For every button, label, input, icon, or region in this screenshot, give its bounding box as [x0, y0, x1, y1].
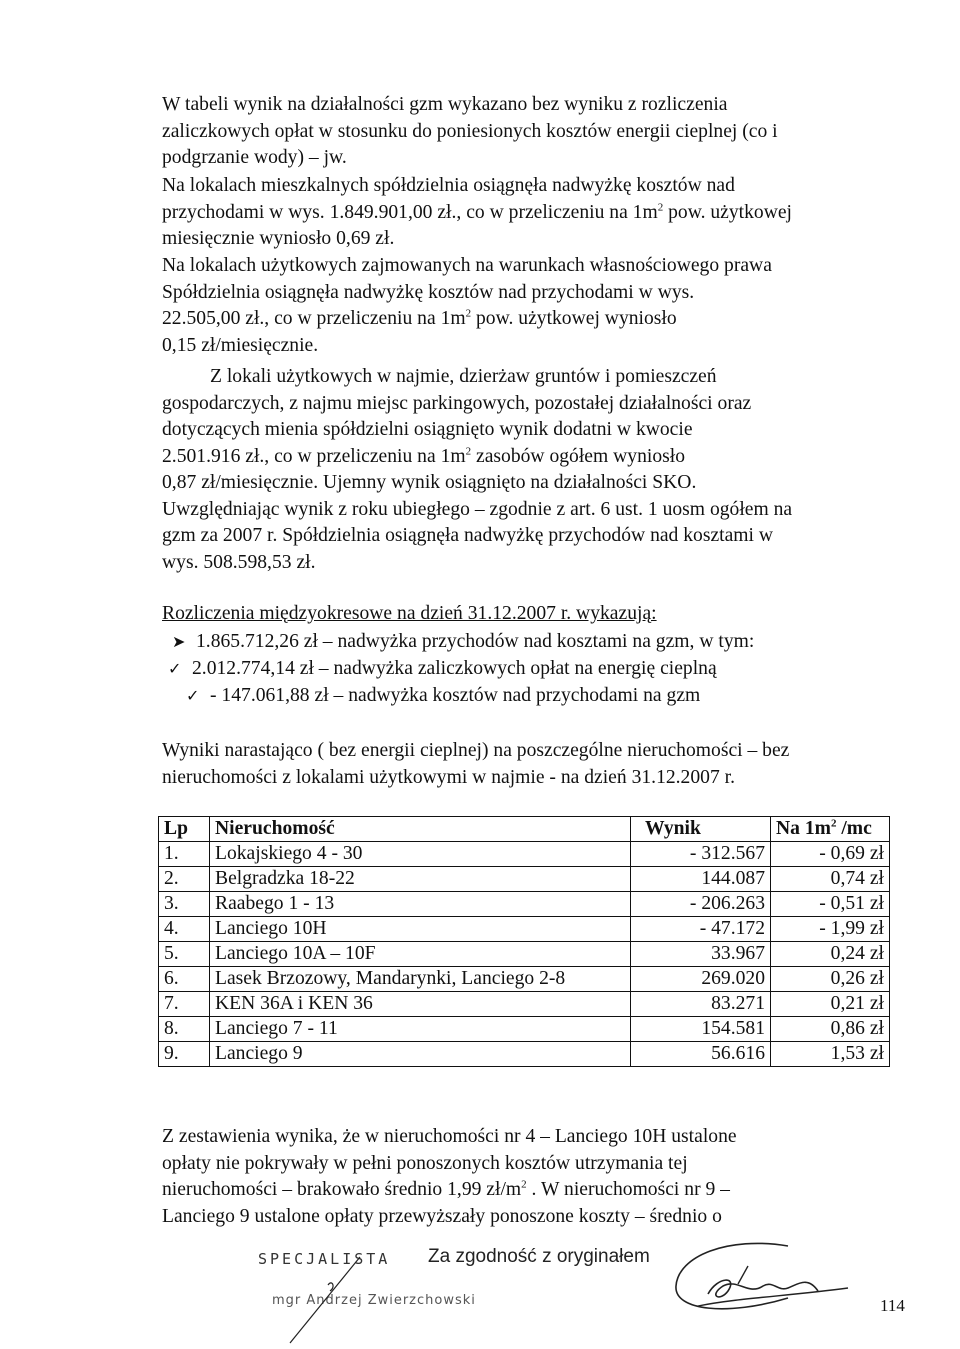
- cell-result: - 312.567: [631, 842, 771, 867]
- cell-property: Lanciego 9: [210, 1042, 631, 1067]
- cell-result: 33.967: [631, 942, 771, 967]
- text-line: Uwzględniając wynik z roku ubiegłego – zgodnie z art. 6 ust. 1 uosm ogółem na: [162, 498, 793, 520]
- text-line: dotyczących mienia spółdzielni osiągnięto wynik dodatni w kwocie: [162, 419, 693, 440]
- cell-per-m2: 0,26 zł: [771, 967, 890, 992]
- cell-property: Lokajskiego 4 - 30: [210, 842, 631, 867]
- cell-per-m2: 0,24 zł: [771, 942, 890, 967]
- text-line: wys. 508.598,53 zł.: [162, 551, 316, 573]
- cell-property: Lasek Brzozowy, Mandarynki, Lanciego 2-8: [210, 967, 631, 992]
- text-line: Na lokalach użytkowych zajmowanych na warunkach własnościowego prawa: [162, 255, 772, 276]
- paragraph-commercial-ownership: [162, 253, 897, 359]
- signature-image: [668, 1236, 858, 1326]
- text-line: nieruchomości – brakowało średnio 1,99 $zł/m^2$ . W nieruchomości nr 9 –: [162, 1178, 730, 1200]
- cell-lp: 4.: [159, 917, 210, 942]
- cell-lp: 8.: [159, 1017, 210, 1042]
- cell-per-m2: 0,74 zł: [771, 867, 890, 892]
- table-row: [159, 1042, 890, 1067]
- list-item-text: 1.865.712,26 zł – nadwyżka przychodów nad kosztami na gzm, w tym:: [196, 631, 755, 652]
- cell-property: Lanciego 10H: [210, 917, 631, 942]
- paragraph-intro: [162, 92, 897, 172]
- cell-result: 154.581: [631, 1017, 771, 1042]
- stamp-name: mgr Andrzej Zwierzchowski: [272, 1293, 476, 1308]
- cell-result: 83.271: [631, 992, 771, 1017]
- text-line: gospodarczych, z najmu miejsc parkingowych, pozostałej działalności oraz: [162, 392, 752, 414]
- cell-property: KEN 36A i KEN 36: [210, 992, 631, 1017]
- results-table: [158, 816, 890, 1067]
- cell-result: - 206.263: [631, 892, 771, 917]
- paragraph-residential: [162, 173, 897, 253]
- table-row: [159, 892, 890, 917]
- settlements-list: [168, 628, 754, 709]
- text-line: Lanciego 9 ustalone opłaty przewyższały ponoszone koszty – średnio o: [162, 1205, 722, 1227]
- table-row: [159, 1017, 890, 1042]
- table-row: [159, 967, 890, 992]
- stamp-certified-copy: Za zgodność z oryginałem: [428, 1246, 650, 1267]
- settlements-heading: Rozliczenia międzyokresowe na dzień 31.12.2007 r. wykazują:: [162, 603, 657, 624]
- table-row: [159, 867, 890, 892]
- cell-lp: 9.: [159, 1042, 210, 1067]
- checkmark-icon: ✓: [168, 659, 182, 678]
- cell-per-m2: 0,86 zł: [771, 1017, 890, 1042]
- text-line: nieruchomości z lokalami użytkowymi w najmie - na dzień 31.12.2007 r.: [162, 766, 735, 788]
- header-result: Wynik: [631, 817, 771, 842]
- text-line: 2.501.916 zł., co w przeliczeniu na $1m^2$ zasobów ogółem wyniosło: [162, 444, 685, 467]
- text-line: opłaty nie pokrywały w pełni ponoszonych kosztów utrzymania tej: [162, 1152, 688, 1174]
- cell-per-m2: 1,53 zł: [771, 1042, 890, 1067]
- paragraph-cumulative: [162, 738, 897, 791]
- text-line: miesięcznie wyniosło 0,69 zł.: [162, 228, 395, 249]
- cell-lp: 7.: [159, 992, 210, 1017]
- paragraph-conclusion: [162, 1124, 897, 1230]
- table-row: [159, 842, 890, 867]
- cell-property: Belgradzka 18-22: [210, 867, 631, 892]
- paragraph-rental-result: [162, 364, 897, 576]
- stamp-specialist: SPECJALISTA: [258, 1250, 391, 1268]
- header-property: Nieruchomość: [210, 817, 631, 842]
- cell-property: Lanciego 7 - 11: [210, 1017, 631, 1042]
- cell-result: - 47.172: [631, 917, 771, 942]
- cell-lp: 3.: [159, 892, 210, 917]
- cell-lp: 2.: [159, 867, 210, 892]
- text-line: Spółdzielnia osiągnęła nadwyżkę kosztów nad przychodami w wys.: [162, 281, 695, 303]
- text-line: przychodami w wys. 1.849.901,00 zł., co w przeliczeniu na $1m^2$ pow. użytkowej: [162, 200, 792, 223]
- checkmark-icon: ✓: [186, 686, 200, 705]
- cell-property: Lanciego 10A – 10F: [210, 942, 631, 967]
- text-line: Wyniki narastająco ( bez energii cieplnej) na poszczególne nieruchomości – bez: [162, 740, 790, 761]
- table-row: [159, 992, 890, 1017]
- text-line: Na lokalach mieszkalnych spółdzielnia osiągnęła nadwyżkę kosztów nad: [162, 175, 735, 196]
- table-row: [159, 917, 890, 942]
- header-per-m2: Na $1m^2$ /mc: [771, 817, 890, 842]
- list-item: [168, 628, 754, 655]
- text-line: podgrzanie wody) – jw.: [162, 147, 347, 168]
- cell-per-m2: - 0,51 zł: [771, 892, 890, 917]
- header-lp: Lp: [159, 817, 210, 842]
- text-line: 22.505,00 zł., co w przeliczeniu na $1m^2$ pow. użytkowej wyniosło: [162, 307, 677, 329]
- cell-result: 56.616: [631, 1042, 771, 1067]
- text-line: W tabeli wynik na działalności gzm wykazano bez wyniku z rozliczenia: [162, 94, 728, 115]
- text-line: Z lokali użytkowych w najmie, dzierżaw gruntów i pomieszczeń: [210, 366, 717, 387]
- text-line: zaliczkowych opłat w stosunku do poniesionych kosztów energii cieplnej (co i: [162, 120, 778, 142]
- cell-lp: 5.: [159, 942, 210, 967]
- cell-lp: 6.: [159, 967, 210, 992]
- cell-per-m2: - 0,69 zł: [771, 842, 890, 867]
- list-item: [168, 682, 754, 709]
- stamp-slash-mark: [270, 1255, 380, 1345]
- page-number: 114: [880, 1296, 905, 1315]
- cell-property: Raabego 1 - 13: [210, 892, 631, 917]
- cell-lp: 1.: [159, 842, 210, 867]
- table-row: [159, 942, 890, 967]
- text-line: gzm za 2007 r. Spółdzielnia osiągnęła nadwyżkę przychodów nad kosztami w: [162, 525, 774, 546]
- list-item-text: 2.012.774,14 zł – nadwyżka zaliczkowych opłat na energię cieplną: [192, 658, 717, 679]
- list-item: [168, 655, 754, 682]
- text-line: 0,87 zł/miesięcznie. Ujemny wynik osiągnięto na działalności SKO.: [162, 472, 697, 493]
- table-header-row: [159, 817, 890, 842]
- cell-result: 269.020: [631, 967, 771, 992]
- text-line: 0,15 zł/miesięcznie.: [162, 334, 319, 356]
- cell-per-m2: - 1,99 zł: [771, 917, 890, 942]
- cell-result: 144.087: [631, 867, 771, 892]
- arrow-bullet-icon: ➤: [172, 632, 186, 651]
- cell-per-m2: 0,21 zł: [771, 992, 890, 1017]
- settlements-section: [162, 601, 897, 628]
- text-line: Z zestawienia wynika, że w nieruchomości nr 4 – Lanciego 10H ustalone: [162, 1126, 737, 1147]
- list-item-text: - 147.061,88 zł – nadwyżka kosztów nad przychodami na gzm: [210, 685, 701, 706]
